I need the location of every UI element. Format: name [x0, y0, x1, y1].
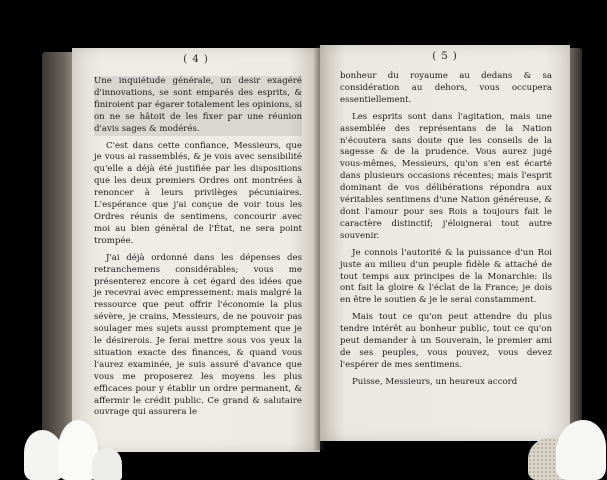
paragraph: Les esprits sont dans l'agitation, mais une assemblée des représentans de la Nation n'écoutera sans doute que les conseils de la sagesse & de la prudence. Vous aurez jugé vous-mêmes, Messieurs, qu'on s'en est écarté dans plusieurs occasions récentes; mais l'esprit dominant de vos délibérations répondra aux véritables sentimens d'une Nation généreuse, & dont l'amour pour ses Rois a toujours fait le caractère distinctif; j'éloignerai tout autre souvenir.: [340, 111, 552, 241]
paragraph: Je connois l'autorité & la puissance d'un Roi juste au milieu d'un peuple fidèle & attaché de tout temps aux principes de la Monarchie: ils ont fait la gloire & l'éclat de la France; je dois en être le soutien & je le serai constamment.: [340, 247, 552, 306]
right-page-number: ( 5 ): [432, 51, 458, 62]
paragraph: C'est dans cette confiance, Messieurs, que je vous ai rassemblés, & je vois avec sensibilité qu'elle a déjà été justifiée par les dispositions que les deux premiers Ordres ont montrées à renoncer à leurs privilèges pécuniaires. L'espérance que j'ai conçue de voir tous les Ordres réunis de sentimens, concourir avec moi au bien général de l'État, ne sera point trompée.: [94, 140, 302, 246]
paragraph: bonheur du royaume au dedans & sa considération au dehors, vous occupera essentiellement.: [340, 71, 552, 105]
gloved-finger-left: [92, 448, 122, 480]
paragraph: Mais tout ce qu'on peut attendre du plus tendre intérêt au bonheur public, tout ce qu'on peut demander à un Souverain, le premier ami de ses peuples, vous pouvez, vous devez l'espérer de mes sentimens.: [340, 312, 552, 370]
paragraph: Une inquiétude générale, un desir exagéré d'innovations, se sont emparés des esprits, & finiroient par égarer totalement les opinions, si on ne se hâtoit de les fixer par une réunion d'avis sages & modérés.: [94, 76, 302, 134]
left-page-number: ( 4 ): [183, 54, 209, 65]
right-page-text: [340, 71, 552, 394]
left-page: [72, 48, 320, 452]
paragraph: J'ai déjà ordonné dans les dépenses des retranchemens considérables; vous me présenterez encore à cet égard des idées que je recevrai avec empressement: mais malgré la ressource que peut offrir l'économie la plus sévère, je crains, Messieurs, de ne pouvoir pas soulager mes sujets aussi promptement que je le désirerois. Je ferai mettre sous vos yeux la situation exacte des finances, & quand vous l'aurez examinée, je suis assuré d'avance que vous me proposerez les moyens les plus efficaces pour y établir un ordre permanent, & affermir le crédit public. Ce grand & salutaire ouvrage qui assurera le: [94, 252, 302, 418]
paragraph: Puisse, Messieurs, un heureux accord: [352, 376, 518, 387]
right-page: [320, 45, 570, 441]
gloved-finger-right: [556, 420, 606, 480]
left-page-text: [94, 76, 302, 424]
